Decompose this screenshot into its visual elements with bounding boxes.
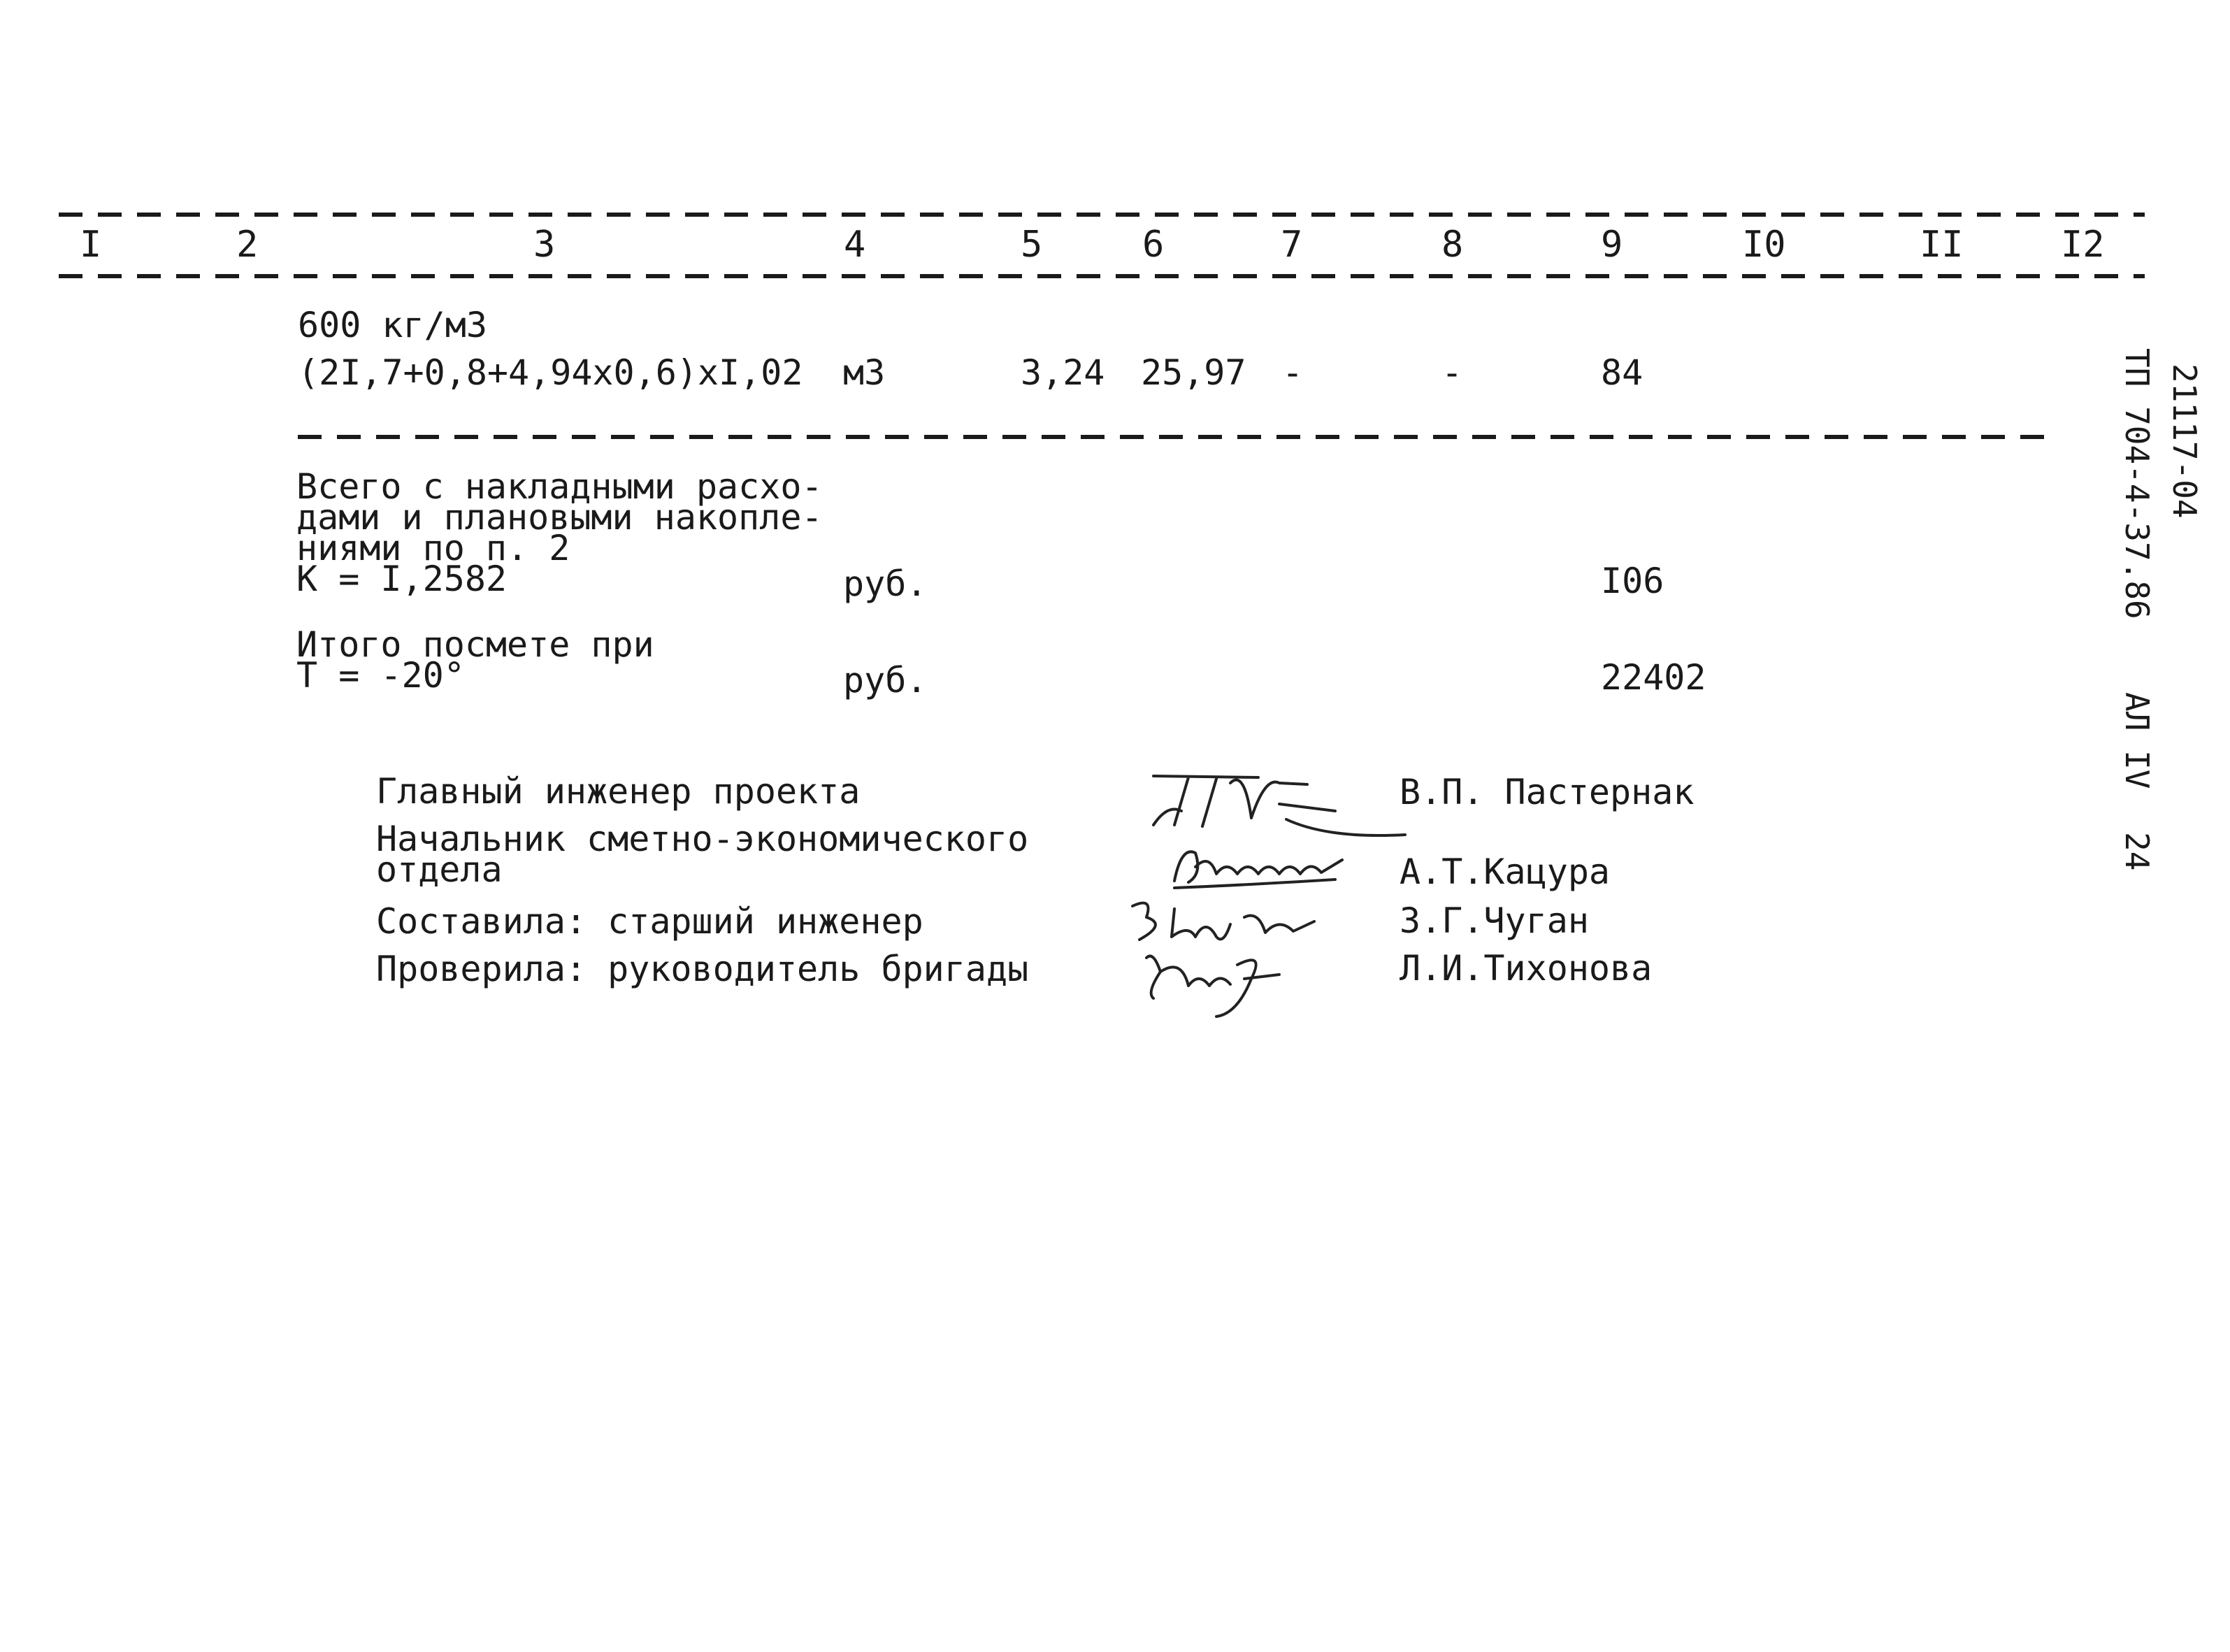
row2-col9: I06 (1601, 561, 1664, 601)
row3-description: Итого посмете при Т = -20° (296, 624, 654, 696)
row1-col9: 84 (1601, 352, 1643, 393)
signer-role: Главный инженер проекта (376, 771, 861, 812)
column-number: 6 (1142, 224, 1165, 266)
column-number: 7 (1281, 224, 1303, 266)
row3-unit: руб. (843, 660, 928, 701)
header-bottom-rule (59, 274, 2145, 278)
row1-formula: (2I,7+0,8+4,94x0,6)xI,02 (298, 352, 803, 393)
row1-density-text: 600 кг/м3 (298, 305, 487, 345)
row1-col5: 3,24 (1021, 352, 1105, 393)
column-number: 5 (1021, 224, 1043, 266)
row1-unit: м3 (843, 352, 886, 393)
column-number: I2 (2061, 224, 2105, 266)
column-number: 9 (1601, 224, 1623, 266)
header-top-rule (59, 213, 2145, 217)
signer-name: З.Г.Чуган (1400, 900, 1589, 941)
column-number: I0 (1742, 224, 1786, 266)
column-number: 2 (236, 224, 259, 266)
row1-col8: - (1441, 352, 1463, 393)
column-number: I (80, 224, 102, 266)
signer-role: Проверила: руководитель бригады (376, 949, 1029, 989)
column-number: 4 (844, 224, 866, 266)
row1-col6: 25,97 (1141, 352, 1246, 393)
handwritten-signature-katsura (1160, 839, 1384, 898)
signer-name: А.Т.Кацура (1400, 852, 1611, 892)
column-number: 3 (533, 224, 556, 266)
margin-note-page-number: 24 (2118, 832, 2156, 871)
signer-name: Л.И.Тихонова (1400, 948, 1653, 989)
margin-note-project-code: ТП 704-4-37.86 (2118, 348, 2156, 619)
row2-description: Всего с накладными расхо- дами и плановыми накопле- ниями по п. 2 К = I,2582 (296, 466, 823, 599)
row2-unit: руб. (843, 563, 928, 604)
section-rule (298, 435, 2059, 439)
signer-name: В.П. Пастернак (1400, 772, 1695, 812)
margin-note-album: АЛ IV (2118, 692, 2156, 789)
signer-role: Начальник сметно-экономического отдела (376, 819, 1029, 890)
row3-col9: 22402 (1601, 657, 1706, 698)
column-number: II (1920, 224, 1964, 266)
handwritten-signature-tikhonova (1132, 944, 1314, 1023)
column-number: 8 (1441, 224, 1464, 266)
handwritten-signature-pasternak (1146, 762, 1412, 849)
row1-col7: - (1282, 352, 1304, 393)
signer-role: Составила: старший инженер (376, 901, 923, 942)
margin-note-inventory-number: 21117-04 (2166, 364, 2203, 519)
